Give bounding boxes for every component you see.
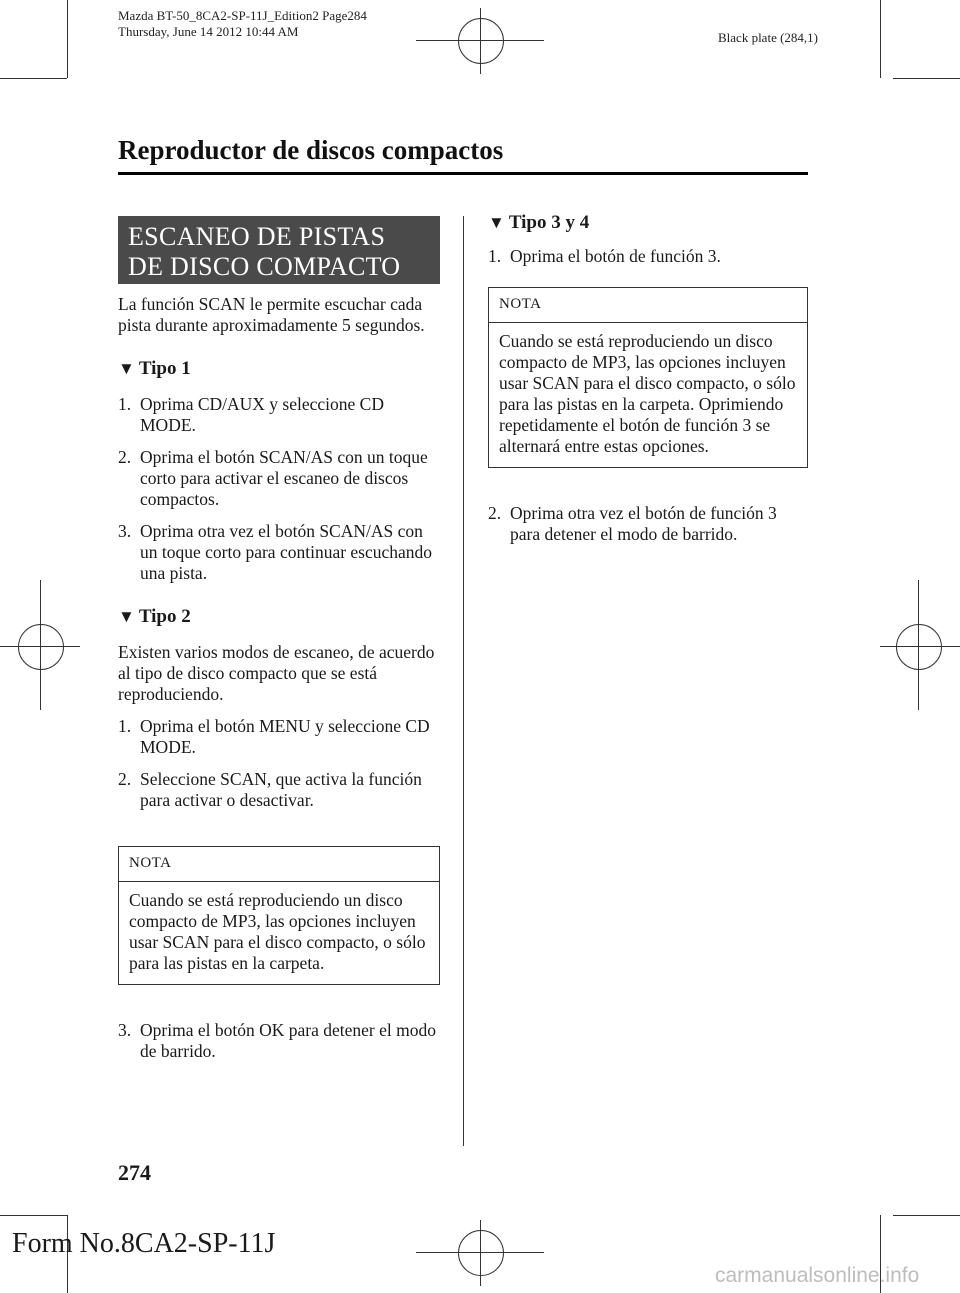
section-title: Reproductor de discos compactos	[118, 135, 504, 165]
step-text: Oprima CD/AUX y seleccione CD MODE.	[140, 394, 384, 435]
chapter-banner	[118, 216, 440, 284]
tipo1-step-2	[118, 447, 440, 510]
tipo1-step-1	[118, 394, 440, 436]
note-body: Cuando se está reproduciendo un disco compacto de MP3, las opciones incluyen usar SCAN para el disco compacto, o sólo para las pistas en la carpeta. Oprimiendo repetidamente el botón de función 3 se alternará entre estas opciones.	[499, 331, 796, 456]
tipo2-heading-text: Tipo 2	[138, 606, 191, 627]
step-number: 2.	[118, 769, 132, 789]
banner-line2: DE DISCO COMPACTO	[128, 252, 401, 281]
watermark: carmanualsonline.info	[715, 1264, 920, 1287]
step-text: Oprima el botón OK para detener el modo de barrido.	[140, 1020, 436, 1061]
page-number: 274	[118, 1160, 151, 1185]
form-number: Form No.8CA2-SP-11J	[12, 1228, 276, 1259]
right-column	[488, 212, 808, 267]
step-text: Oprima otra vez el botón de función 3 para detener el modo de barrido.	[510, 503, 777, 544]
plate-label: Black plate (284,1)	[718, 30, 818, 45]
tipo2-step-1	[118, 716, 440, 758]
column-divider	[463, 216, 464, 1146]
tipo1-heading	[118, 358, 440, 380]
step-number: 2.	[118, 447, 132, 467]
left-column	[118, 294, 440, 811]
triangle-down-icon: ▼	[118, 607, 135, 626]
step-number: 3.	[118, 521, 132, 541]
tipo2-intro: Existen varios modos de escaneo, de acuerdo al tipo de disco compacto que se está reproduciendo.	[118, 642, 435, 704]
step-number: 3.	[118, 1020, 132, 1040]
tipo34-heading-text: Tipo 3 y 4	[508, 212, 590, 233]
step-number: 1.	[118, 394, 132, 414]
step-number: 1.	[488, 246, 502, 266]
tipo34-heading	[488, 212, 808, 234]
print-meta-line2: Thursday, June 14 2012 10:44 AM	[118, 24, 299, 39]
title-rule	[118, 172, 808, 175]
triangle-down-icon: ▼	[488, 213, 505, 232]
banner-line1: ESCANEO DE PISTAS	[128, 222, 386, 251]
note-heading: NOTA	[119, 847, 439, 882]
step-number: 1.	[118, 716, 132, 736]
print-meta-line1: Mazda BT-50_8CA2-SP-11J_Edition2 Page284	[118, 8, 367, 23]
tipo2-step-2	[118, 769, 440, 811]
tipo2-note	[118, 846, 440, 985]
triangle-down-icon: ▼	[118, 359, 135, 378]
note-body: Cuando se está reproduciendo un disco compacto de MP3, las opciones incluyen usar SCAN para el disco compacto, o sólo para las pistas en la carpeta.	[129, 890, 426, 973]
tipo1-heading-text: Tipo 1	[138, 358, 191, 379]
tipo34-step-1	[488, 246, 808, 267]
step-text: Oprima el botón MENU y seleccione CD MODE.	[140, 716, 430, 757]
step-text: Seleccione SCAN, que activa la función para activar o desactivar.	[140, 769, 422, 810]
tipo34-note	[488, 287, 808, 468]
step-text: Oprima otra vez el botón SCAN/AS con un toque corto para continuar escuchando una pista.	[140, 521, 433, 583]
note-heading: NOTA	[489, 288, 807, 323]
step-text: Oprima el botón SCAN/AS con un toque corto para activar el escaneo de discos compactos.	[140, 447, 428, 509]
tipo2-step-3	[118, 1020, 440, 1062]
intro-paragraph: La función SCAN le permite escuchar cada pista durante aproximadamente 5 segundos.	[118, 294, 425, 335]
tipo2-heading	[118, 606, 440, 628]
step-text: Oprima el botón de función 3.	[510, 246, 721, 266]
tipo1-step-3	[118, 521, 440, 584]
tipo34-step-2	[488, 503, 808, 545]
print-meta	[118, 8, 367, 40]
step-number: 2.	[488, 503, 502, 523]
